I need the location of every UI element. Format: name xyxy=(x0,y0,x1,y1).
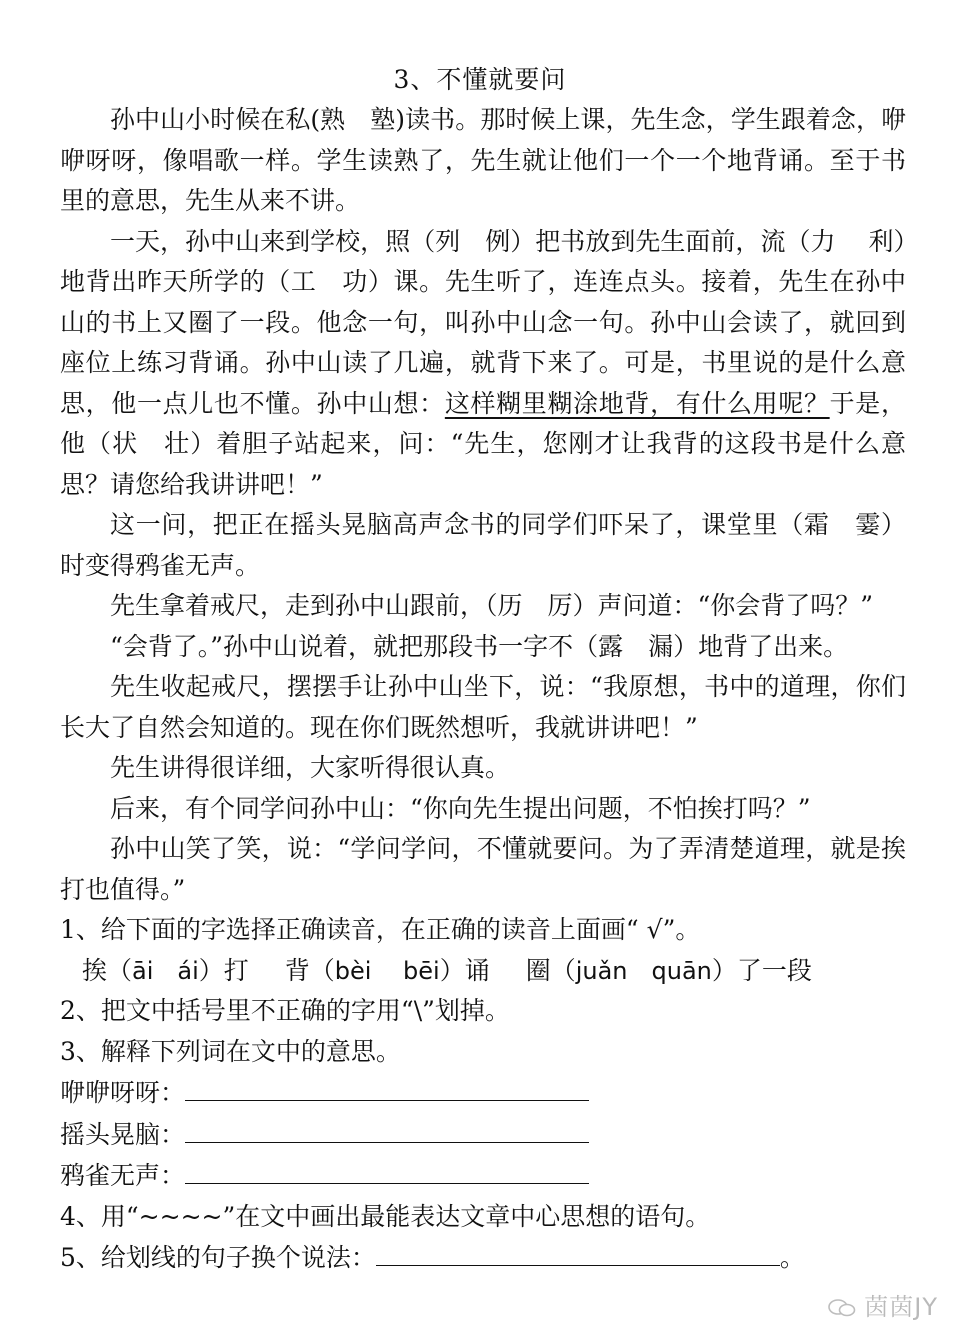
paragraph-4: 先生拿着戒尺，走到孙中山跟前，（历 厉）声问道：“你会背了吗？” xyxy=(110,591,874,620)
answer-blank[interactable] xyxy=(376,1237,780,1266)
watermark-text: 茵茵JY xyxy=(864,1293,938,1321)
char-ai: 挨（ xyxy=(82,955,133,985)
pinyin-choices xyxy=(60,951,906,992)
question-5-label: 5、给划线的句子换个说法： xyxy=(60,1243,376,1272)
paragraph-2 xyxy=(60,222,906,506)
underlined-sentence: 这样糊里糊涂地背，有什么用呢？ xyxy=(444,388,830,418)
answer-blank[interactable] xyxy=(185,1155,589,1184)
paragraph-2-tail: 于是，他（状 壮）着胆子站起来，问：“先生，您刚才让我背的这段书是什么意思？请您给我讲讲吧！” xyxy=(60,388,906,499)
char-quan-close: ）了一段 xyxy=(711,955,812,985)
pinyin-options-quan[interactable]: juǎn quān xyxy=(575,956,712,985)
term-row-1 xyxy=(60,1072,906,1114)
answer-blank[interactable] xyxy=(185,1072,589,1101)
question-4: 4、用“~~~~”在文中画出最能表达文章中心思想的语句。 xyxy=(60,1201,711,1231)
paragraph-1: 孙中山小时候在私(熟 塾)读书。那时候上课，先生念，学生跟着念，咿咿呀呀，像唱歌一样。学生读熟了，先生就让他们一个一个地背诵。至于书里的意思，先生从来不讲。 xyxy=(60,105,906,215)
term-label: 咿咿呀呀： xyxy=(60,1078,186,1107)
char-bei: 背（ xyxy=(284,955,335,985)
paragraph-7: 先生讲得很详细，大家听得很认真。 xyxy=(110,753,511,782)
question-3: 3、解释下列词在文中的意思。 xyxy=(60,1036,401,1066)
paragraph-8: 后来，有个同学问孙中山：“你向先生提出问题，不怕挨打吗？” xyxy=(110,793,811,823)
question-2: 2、把文中括号里不正确的字用“\”划掉。 xyxy=(60,996,510,1025)
char-quan: 圈（ xyxy=(525,955,576,985)
question-1: 1、给下面的字选择正确读音，在正确的读音上面画“ √”。 xyxy=(60,915,701,944)
article-title: 3、不懂就要问 xyxy=(393,65,567,94)
wechat-icon xyxy=(828,1299,856,1317)
term-row-2 xyxy=(60,1114,906,1156)
paragraph-3: 这一问，把正在摇头晃脑高声念书的同学们吓呆了，课堂里（霜 霎）时变得鸦雀无声。 xyxy=(60,510,906,580)
paragraph-5: “会背了。”孙中山说着，就把那段书一字不（露 漏）地背了出来。 xyxy=(110,631,849,661)
answer-blank[interactable] xyxy=(185,1114,589,1143)
term-label: 摇头晃脑： xyxy=(60,1119,186,1149)
pinyin-options-ai[interactable]: āi ái xyxy=(132,956,199,985)
watermark xyxy=(828,1287,938,1322)
term-row-3 xyxy=(60,1155,906,1197)
questions-section xyxy=(60,910,906,1279)
paragraph-6: 先生收起戒尺，摆摆手让孙中山坐下，说：“我原想，书中的道理，你们长大了自然会知道的。现在你们既然想听，我就讲讲吧！” xyxy=(60,672,906,742)
article-body xyxy=(60,100,906,910)
question-5-end: 。 xyxy=(779,1243,805,1272)
pinyin-options-bei[interactable]: bèi bēi xyxy=(334,956,440,985)
term-label: 鸦雀无声： xyxy=(60,1161,186,1190)
char-ai-close: ）打 xyxy=(198,955,249,985)
paragraph-9: 孙中山笑了笑，说：“学问学问，不懂就要问。为了弄清楚道理，就是挨打也值得。” xyxy=(60,834,906,904)
char-bei-close: ）诵 xyxy=(439,955,490,985)
question-5 xyxy=(60,1237,906,1279)
paragraph-2-text: 一天，孙中山来到学校，照（列 例）把书放到先生面前，流（力 利）地背出昨天所学的（工 功）课。先生听了，连连点头。接着，先生在孙中山的书上又圈了一段。他念一句，叫孙中山念一句。孙中山会读了，就回到座位上练习背诵。孙中山读了几遍，就背下来了。可是，书里说的是什么意思，他一点儿也不懂。孙中山想： xyxy=(60,226,906,418)
